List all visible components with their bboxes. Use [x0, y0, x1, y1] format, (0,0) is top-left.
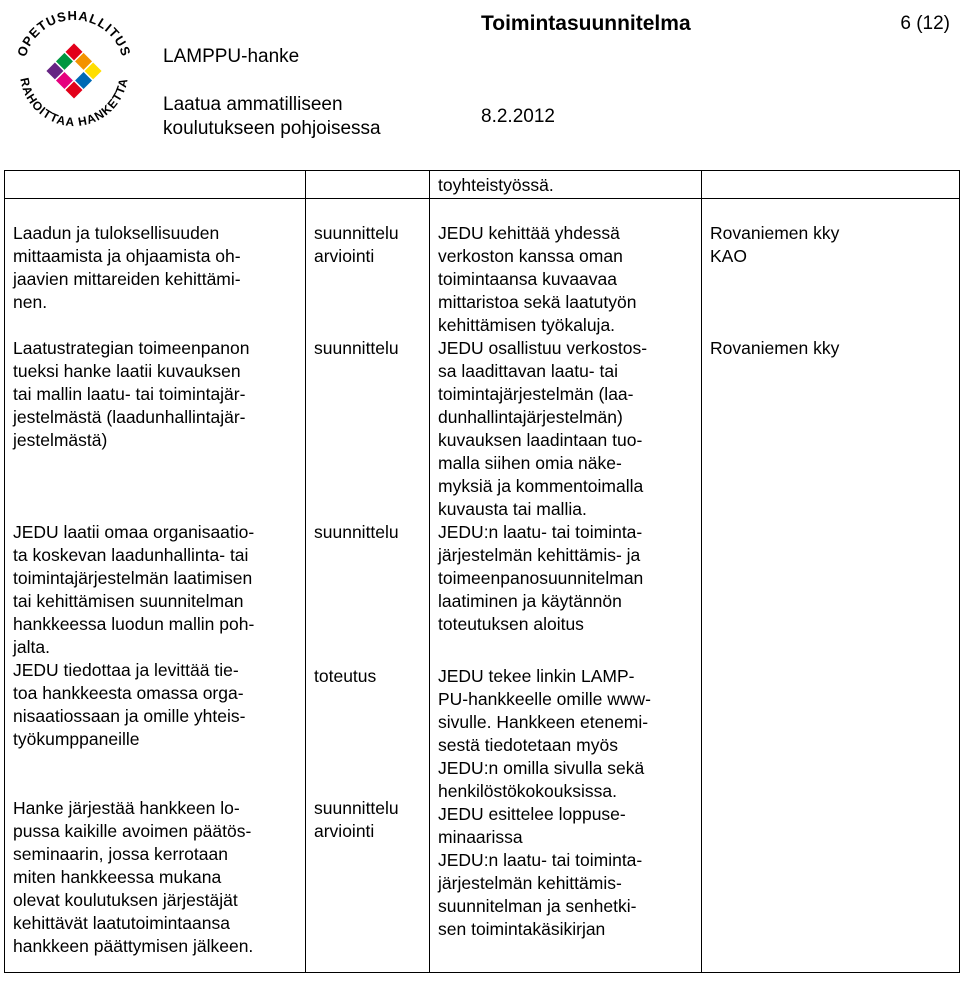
action-text: JEDU:n laatu- tai toiminta- järjestelmän kehittämis- ja toimeenpanosuunnitelman laatiminen ja käytännön toteutuksen aloitus	[438, 522, 644, 634]
table-cell	[306, 171, 430, 199]
document-date: 8.2.2012	[481, 106, 555, 127]
action-text: JEDU osallistuu verkostos- sa laadittavan laatu- tai toimintajärjestelmän (laa- dunhallintajärjestelmän) kuvauksen laadintaan tuo- malla siihen omia näke- myksiä ja kommentoimalla kuvausta tai mallia.	[438, 338, 648, 519]
logo-text-bottom: RAHOITTAA HANKETTA	[17, 76, 131, 130]
phase-text: suunnittelu arviointi	[314, 223, 399, 266]
phase-column	[306, 199, 430, 973]
responsible-column	[702, 199, 960, 973]
project-subtitle: Laatua ammatilliseen koulutukseen pohjoisessa	[163, 94, 381, 139]
goal-text: JEDU tiedottaa ja levittää tie- toa hankkeesta omassa orga- nisaatiossaan ja omille yhteis- työkumppaneille	[13, 660, 246, 749]
phase-text: suunnittelu	[314, 522, 399, 542]
logo-text-top: OPETUSHALLITUS	[14, 7, 134, 59]
document-title: Toimintasuunnitelma	[481, 12, 691, 35]
phase-text: suunnittelu arviointi	[314, 798, 399, 841]
phase-text: suunnittelu	[314, 338, 399, 358]
goal-text: JEDU laatii omaa organisaatio- ta koskevan laadunhallinta- tai toimintajärjestelmän laatimisen tai kehittämisen suunnitelman hankkeessa luodun mallin poh- jalta.	[13, 522, 255, 657]
action-column	[430, 199, 702, 973]
table-cell	[702, 171, 960, 199]
goal-text: Laadun ja tuloksellisuuden mittaamista ja ohjaamista oh- jaavien mittareiden kehittämi- nen.	[13, 223, 241, 312]
action-text: JEDU kehittää yhdessä verkoston kanssa oman toimintaansa kuvaavaa mittaristoa sekä laatutyön kehittämisen työkaluja.	[438, 223, 637, 335]
page-number: 6 (12)	[900, 13, 950, 34]
goal-text: Hanke järjestää hankkeen lo- pussa kaikille avoimen päätös- seminaarin, jossa kerrotaan miten hankkeessa mukana olevat koulutuksen järjestäjät kehittävät laatutoimintaansa hankkeen päättymisen jälkeen.	[13, 798, 254, 956]
responsible-text: Rovaniemen kky KAO	[710, 223, 840, 266]
goal-text: Laatustrategian toimeenpanon tueksi hanke laatii kuvauksen tai mallin laatu- tai toimintajär- jestelmästä (laadunhallintajär- jestelmästä)	[13, 338, 250, 450]
table-cell	[5, 171, 306, 199]
phase-text: toteutus	[314, 666, 377, 686]
action-text: JEDU tekee linkin LAMP- PU-hankkeelle omille www- sivulle. Hankkeen etenemi- sestä tiedotetaan myös JEDU:n omilla sivulla sekä henkilöstökokouksissa.	[438, 666, 651, 801]
table-row	[5, 171, 960, 199]
table-cell: toyhteistyössä.	[430, 171, 702, 199]
opetushallitus-logo	[6, 2, 142, 138]
action-plan-table	[4, 170, 960, 973]
goal-column	[5, 199, 306, 973]
responsible-text: Rovaniemen kky	[710, 338, 840, 358]
action-text: JEDU esittelee loppuse- minaarissa JEDU:n laatu- tai toiminta- järjestelmän kehittämis- suunnitelman ja senhetki- sen toimintakäsikirjan	[438, 804, 643, 939]
project-name: LAMPPU-hanke	[163, 46, 300, 67]
table-row	[5, 199, 960, 973]
